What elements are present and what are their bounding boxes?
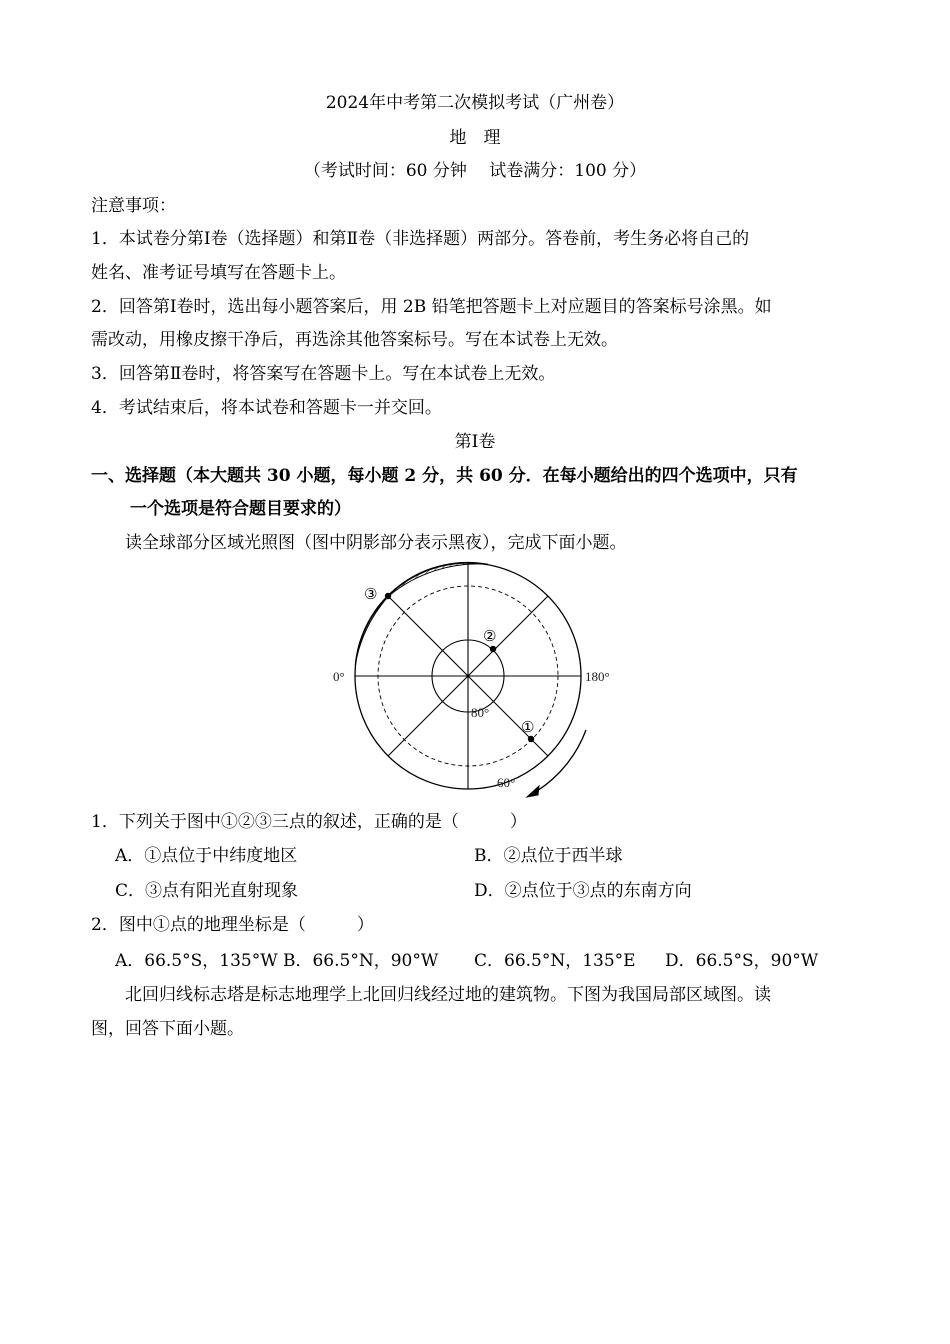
note-line: 4．考试结束后，将本试卷和答题卡一并交回。: [91, 398, 442, 418]
question-1-option-c: C．③点有阳光直射现象: [115, 881, 299, 901]
next-figure-intro-cont: 图，回答下面小题。: [91, 1019, 244, 1039]
polar-light-diagram: [325, 555, 625, 805]
question-1-option-b: B．②点位于西半球: [474, 846, 623, 866]
question-1-option-d: D．②点位于③点的东南方向: [474, 881, 692, 901]
question-2-option-c: C．66.5°N，135°E: [474, 951, 636, 971]
label-80-degree: 80°: [471, 705, 490, 720]
note-line: 2．回答第Ⅰ卷时，选出每小题答案后，用 2B 铅笔把答题卡上对应题目的答案标号涂黑。如: [91, 297, 772, 317]
section-heading: 一、选择题（本大题共 30 小题，每小题 2 分，共 60 分．在每小题给出的四个选项中，只有: [91, 466, 798, 486]
next-figure-intro: 北回归线标志塔是标志地理学上北回归线经过地的建筑物。下图为我国局部区域图。读: [125, 985, 771, 1005]
note-line: 需改动，用橡皮擦干净后，再选涂其他答案标号。写在本试卷上无效。: [91, 330, 618, 350]
exam-title: 2024年中考第二次模拟考试（广州卷）: [325, 93, 625, 113]
point-3-label: ③: [364, 585, 378, 603]
part-title: 第Ⅰ卷: [454, 432, 496, 452]
question-1-stem: 1．下列关于图中①②③三点的叙述，正确的是（ ）: [91, 812, 527, 832]
point-1-dot: [528, 736, 534, 742]
notes-heading: 注意事项：: [91, 196, 176, 216]
label-180-degree: 180°: [585, 669, 610, 684]
subject-title: 地 理: [449, 128, 501, 148]
question-2-option-d: D．66.5°S，90°W: [665, 951, 819, 971]
label-60-degree: 60°: [497, 775, 516, 790]
section-heading-cont: 一个选项是符合题目要求的）: [130, 499, 351, 519]
point-2-label: ②: [483, 627, 497, 645]
note-line: 姓名、准考证号填写在答题卡上。: [91, 263, 346, 283]
point-1-label: ①: [521, 718, 535, 736]
note-line: 3．回答第Ⅱ卷时，将答案写在答题卡上。写在本试卷上无效。: [91, 364, 556, 384]
question-2-stem: 2．图中①点的地理坐标是（ ）: [91, 915, 374, 935]
question-2-option-a: A．66.5°S，135°W: [115, 951, 278, 971]
label-0-degree: 0°: [333, 669, 345, 684]
question-2-option-b: B．66.5°N，90°W: [283, 951, 439, 971]
arrow-head-icon: [527, 786, 539, 797]
note-line: 1．本试卷分第Ⅰ卷（选择题）和第Ⅱ卷（非选择题）两部分。答卷前，考生务必将自己的: [91, 229, 750, 249]
point-3-dot: [385, 593, 391, 599]
figure-intro: 读全球部分区域光照图（图中阴影部分表示黑夜），完成下面小题。: [125, 533, 627, 553]
point-2-dot: [490, 646, 496, 652]
illumination-figure: [325, 555, 625, 805]
question-1-option-a: A．①点位于中纬度地区: [115, 846, 298, 866]
exam-info: （考试时间：60 分钟 试卷满分：100 分）: [303, 161, 647, 181]
